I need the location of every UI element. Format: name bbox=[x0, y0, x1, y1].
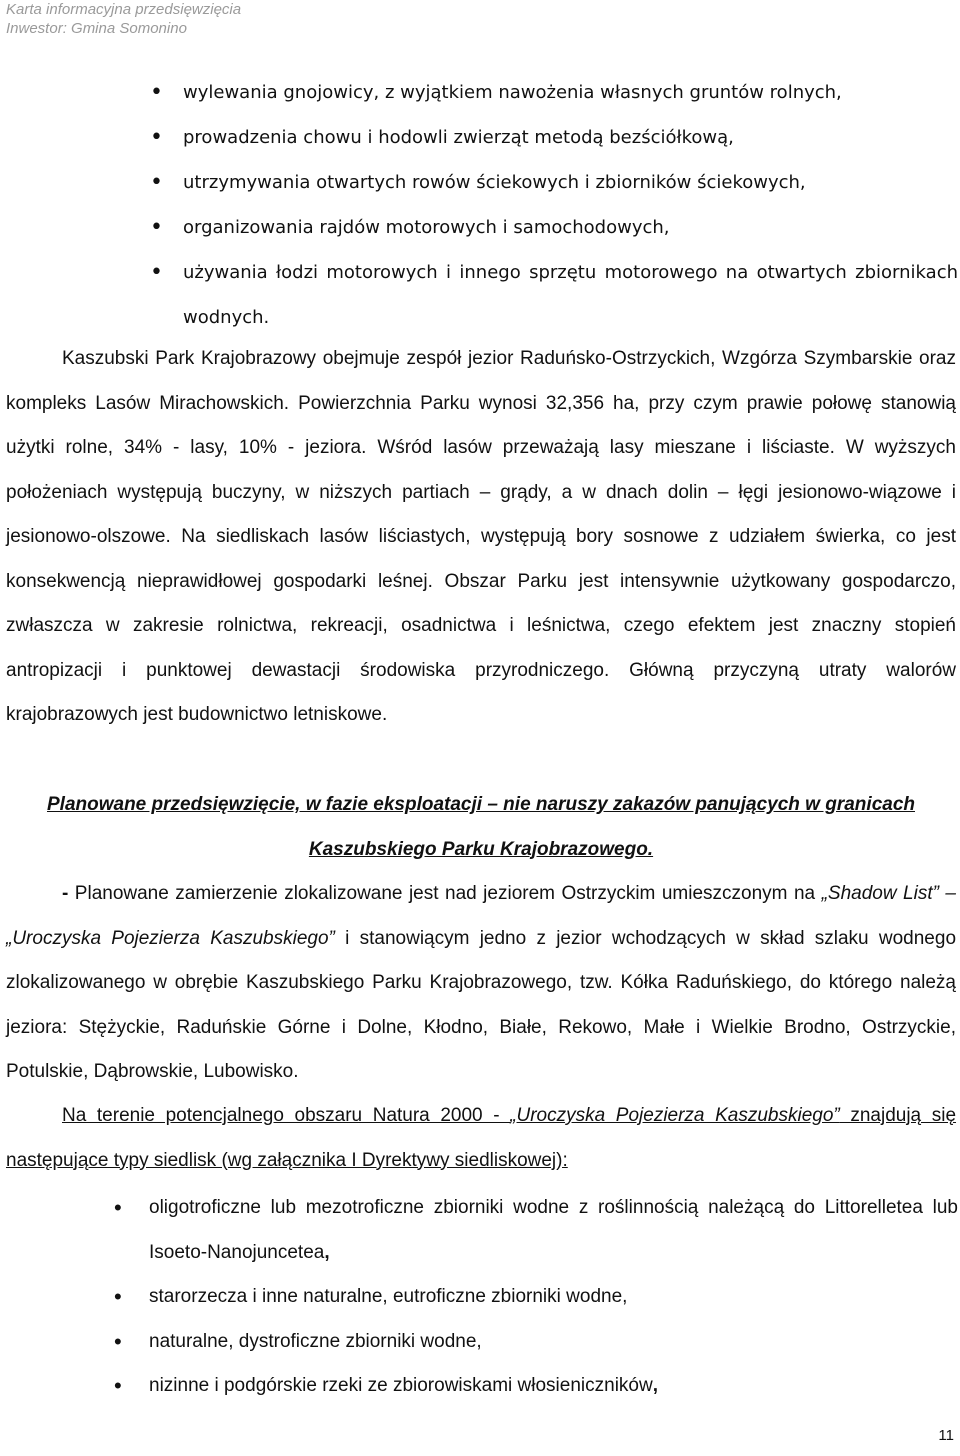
park-description-paragraph: Kaszubski Park Krajobrazowy obejmuje zespół jezior Raduńsko-Ostrzyckich, Wzgórza Szymbarskie oraz kompleks Lasów Mirachowskich. Powierzchnia Parku wynosi 32,356 ha, przy czym prawie połowę stanowią użytki rolne, 34% - lasy, 10% - jeziora. Wśród lasów przeważają lasy mieszane i liściaste. W wyższych położeniach występują buczyny, w niższych partiach – grądy, a w dnach dolin – łęgi jesionowo-wiązowe i jesionowo-olszowe. Na siedliskach lasów liściastych, występują bory sosnowe z udziałem świerka, co jest konsekwencją nieprawidłowej gospodarki leśnej. Obszar Parku jest intensywnie użytkowany gospodarczo, zwłaszcza w zakresie rolnictwa, rekreacji, osadnictwa i leśnictwa, czego efektem jest znaczny stopień antropizacji i punktowej dewastacji środowiska przyrodniczego. Główną przyczyną utraty walorów krajobrazowych jest budownictwo letniskowe. bbox=[6, 348, 956, 725]
list-item-text: nizinne i podgórskie rzeki ze zbiorowiskami włosieniczników bbox=[149, 1375, 653, 1396]
list-item: • wylewania gnojowicy, z wyjątkiem nawożenia własnych gruntów rolnych, bbox=[150, 70, 958, 115]
list-item-tail: , bbox=[324, 1241, 330, 1263]
location-text-a: Planowane zamierzenie zlokalizowane jest nad jeziorem Ostrzyckim umieszczonym na bbox=[68, 883, 822, 904]
list-item-text: naturalne, dystroficzne zbiorniki wodne, bbox=[149, 1330, 482, 1352]
list-item bbox=[114, 1275, 958, 1320]
list-item: • używania łodzi motorowych i innego sprzętu motorowego na otwartych zbiornikach wodnych. bbox=[150, 250, 958, 340]
natura-site-name: „Uroczyska Pojezierza Kaszubskiego” bbox=[510, 1105, 840, 1126]
list-item-text: oligotroficzne lub mezotroficzne zbiorniki wodne z roślinnością należącą do Littorelletea lub Isoeto-Nanojuncetea bbox=[149, 1197, 958, 1263]
list-item-text: starorzecza i inne naturalne, eutroficzne zbiorniki wodne, bbox=[149, 1286, 628, 1307]
location-text-b: i stanowiącym jedno z jezior wchodzących w skład szlaku wodnego zlokalizowanego w obrębie Kaszubskiego Parku Krajobrazowego, tzw. Kółka Raduńskiego, do którego należą jeziora: Stężyckie, Raduńskie Górne i Dolne, Kłodno, Białe, Rekowo, Małe i Wielkie Brodno, Ostrzyckie, Potulskie, Dąbrowskie, Lubowisko. bbox=[6, 927, 957, 1082]
location-paragraph bbox=[6, 872, 956, 1095]
prohibitions-list bbox=[150, 70, 958, 340]
natura-text-a: Na terenie potencjalnego obszaru Natura 2000 - bbox=[62, 1105, 511, 1126]
habitats-list bbox=[114, 1186, 958, 1409]
natura-text-b: znajdują się następujące typy siedlisk (wg załącznika I Dyrektywy siedliskowej): bbox=[6, 1105, 957, 1171]
dash-marker: - bbox=[62, 883, 69, 904]
list-item bbox=[114, 1320, 958, 1365]
list-item: • prowadzenia chowu i hodowli zwierząt metodą bezściółkową, bbox=[150, 115, 958, 160]
natura-paragraph bbox=[6, 1094, 956, 1183]
list-item bbox=[114, 1364, 958, 1409]
statement-paragraph: Planowane przedsięwzięcie, w fazie eksploatacji – nie naruszy zakazów panujących w granicach Kaszubskiego Parku Krajobrazowego. bbox=[47, 794, 915, 860]
header-title: Karta informacyjna przedsięwzięcia bbox=[6, 1, 242, 18]
page-number: 11 bbox=[938, 1427, 954, 1444]
list-item: • utrzymywania otwartych rowów ściekowych i zbiorników ściekowych, bbox=[150, 160, 958, 205]
list-item-tail: , bbox=[652, 1375, 658, 1396]
document-header bbox=[6, 0, 241, 38]
list-item: • organizowania rajdów motorowych i samochodowych, bbox=[150, 205, 958, 250]
shadow-list-name: „Shadow List” – „Uroczyska Pojezierza Kaszubskiego” bbox=[6, 883, 956, 949]
list-item bbox=[114, 1186, 958, 1275]
header-investor: Inwestor: Gmina Somonino bbox=[6, 20, 187, 37]
